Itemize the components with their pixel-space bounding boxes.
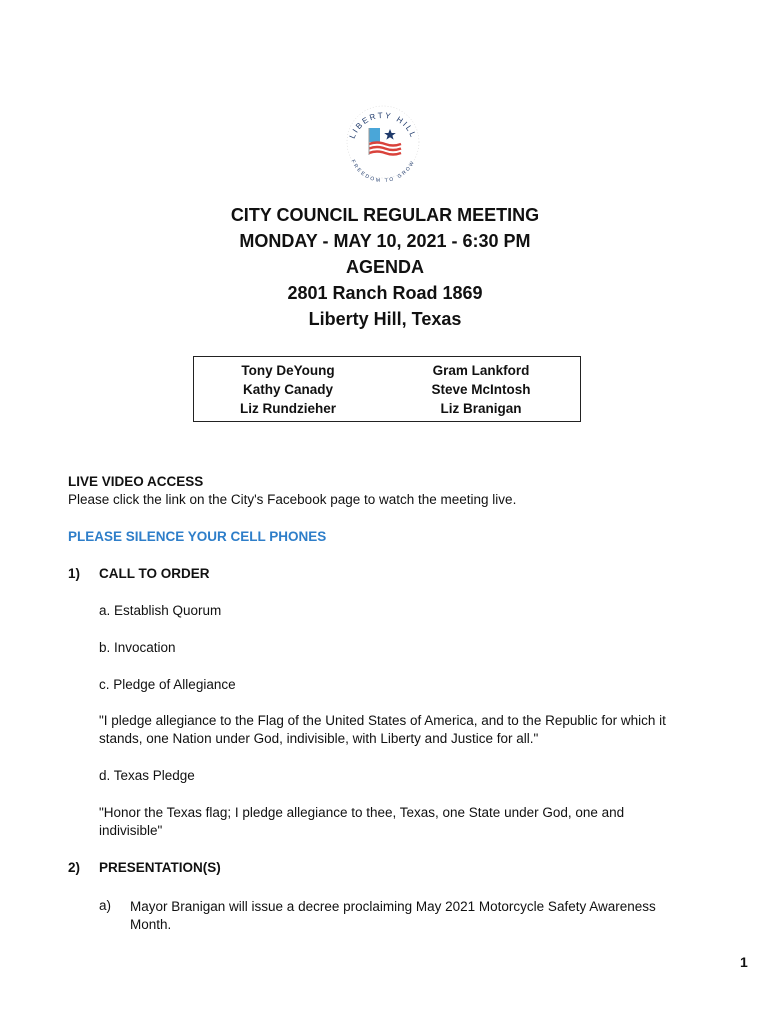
flag-stripe xyxy=(369,152,401,155)
meeting-city: Liberty Hill, Texas xyxy=(308,309,462,329)
council-member: Tony DeYoung xyxy=(241,363,335,378)
meeting-address: 2801 Ranch Road 1869 xyxy=(287,283,483,303)
section-1-title: CALL TO ORDER xyxy=(99,566,210,581)
texas-pledge-text: "Honor the Texas flag; I pledge allegiance to thee, Texas, one State under God, one and indivisible" xyxy=(99,805,625,838)
flag-stripe xyxy=(369,147,401,150)
agenda-item-texas-pledge: d. Texas Pledge xyxy=(99,768,195,783)
us-pledge-text: "I pledge allegiance to the Flag of the United States of America, and to the Republic for which it stands, one Nation under God, indivisible, with Liberty and Justice for all." xyxy=(99,713,666,746)
council-column-left xyxy=(198,361,378,418)
live-video-text: Please click the link on the City's Facebook page to watch the meeting live. xyxy=(68,492,517,507)
meeting-title: CITY COUNCIL REGULAR MEETING xyxy=(230,205,540,225)
flag-stripe xyxy=(369,143,401,146)
section-1-number: 1) xyxy=(68,566,81,581)
flag-blue-panel xyxy=(369,128,380,142)
section-2-item-text: Mayor Branigan will issue a decree proclaiming May 2021 Motorcycle Safety Awareness Month. xyxy=(130,899,656,932)
agenda-item-pledge: c. Pledge of Allegiance xyxy=(99,677,236,692)
agenda-label: AGENDA xyxy=(345,257,424,277)
section-2-item-letter: a) xyxy=(99,898,112,913)
meeting-date-time: MONDAY - MAY 10, 2021 - 6:30 PM xyxy=(239,231,531,251)
agenda-item-invocation: b. Invocation xyxy=(99,640,176,655)
agenda-item-quorum: a. Establish Quorum xyxy=(99,603,222,618)
section-2-title: PRESENTATION(S) xyxy=(99,860,221,875)
liberty-hill-logo xyxy=(333,100,433,200)
live-video-heading: LIVE VIDEO ACCESS xyxy=(68,474,204,489)
council-member: Liz Branigan xyxy=(440,401,522,416)
silence-phones-notice: PLEASE SILENCE YOUR CELL PHONES xyxy=(68,529,327,544)
page-number: 1 xyxy=(740,954,748,970)
council-column-right xyxy=(391,361,571,418)
star-icon xyxy=(384,129,396,140)
council-member: Gram Lankford xyxy=(432,363,530,378)
section-2-number: 2) xyxy=(68,860,81,875)
council-members-box xyxy=(193,356,581,422)
council-member: Kathy Canady xyxy=(242,382,334,397)
logo-ring-bottom-text: FREEDOM TO GROW xyxy=(349,158,417,185)
logo-ring-top-text: LIBERTY HILL xyxy=(347,110,419,140)
council-member: Steve McIntosh xyxy=(431,382,531,397)
council-member: Liz Rundzieher xyxy=(239,401,336,416)
meeting-title-block xyxy=(0,202,770,332)
